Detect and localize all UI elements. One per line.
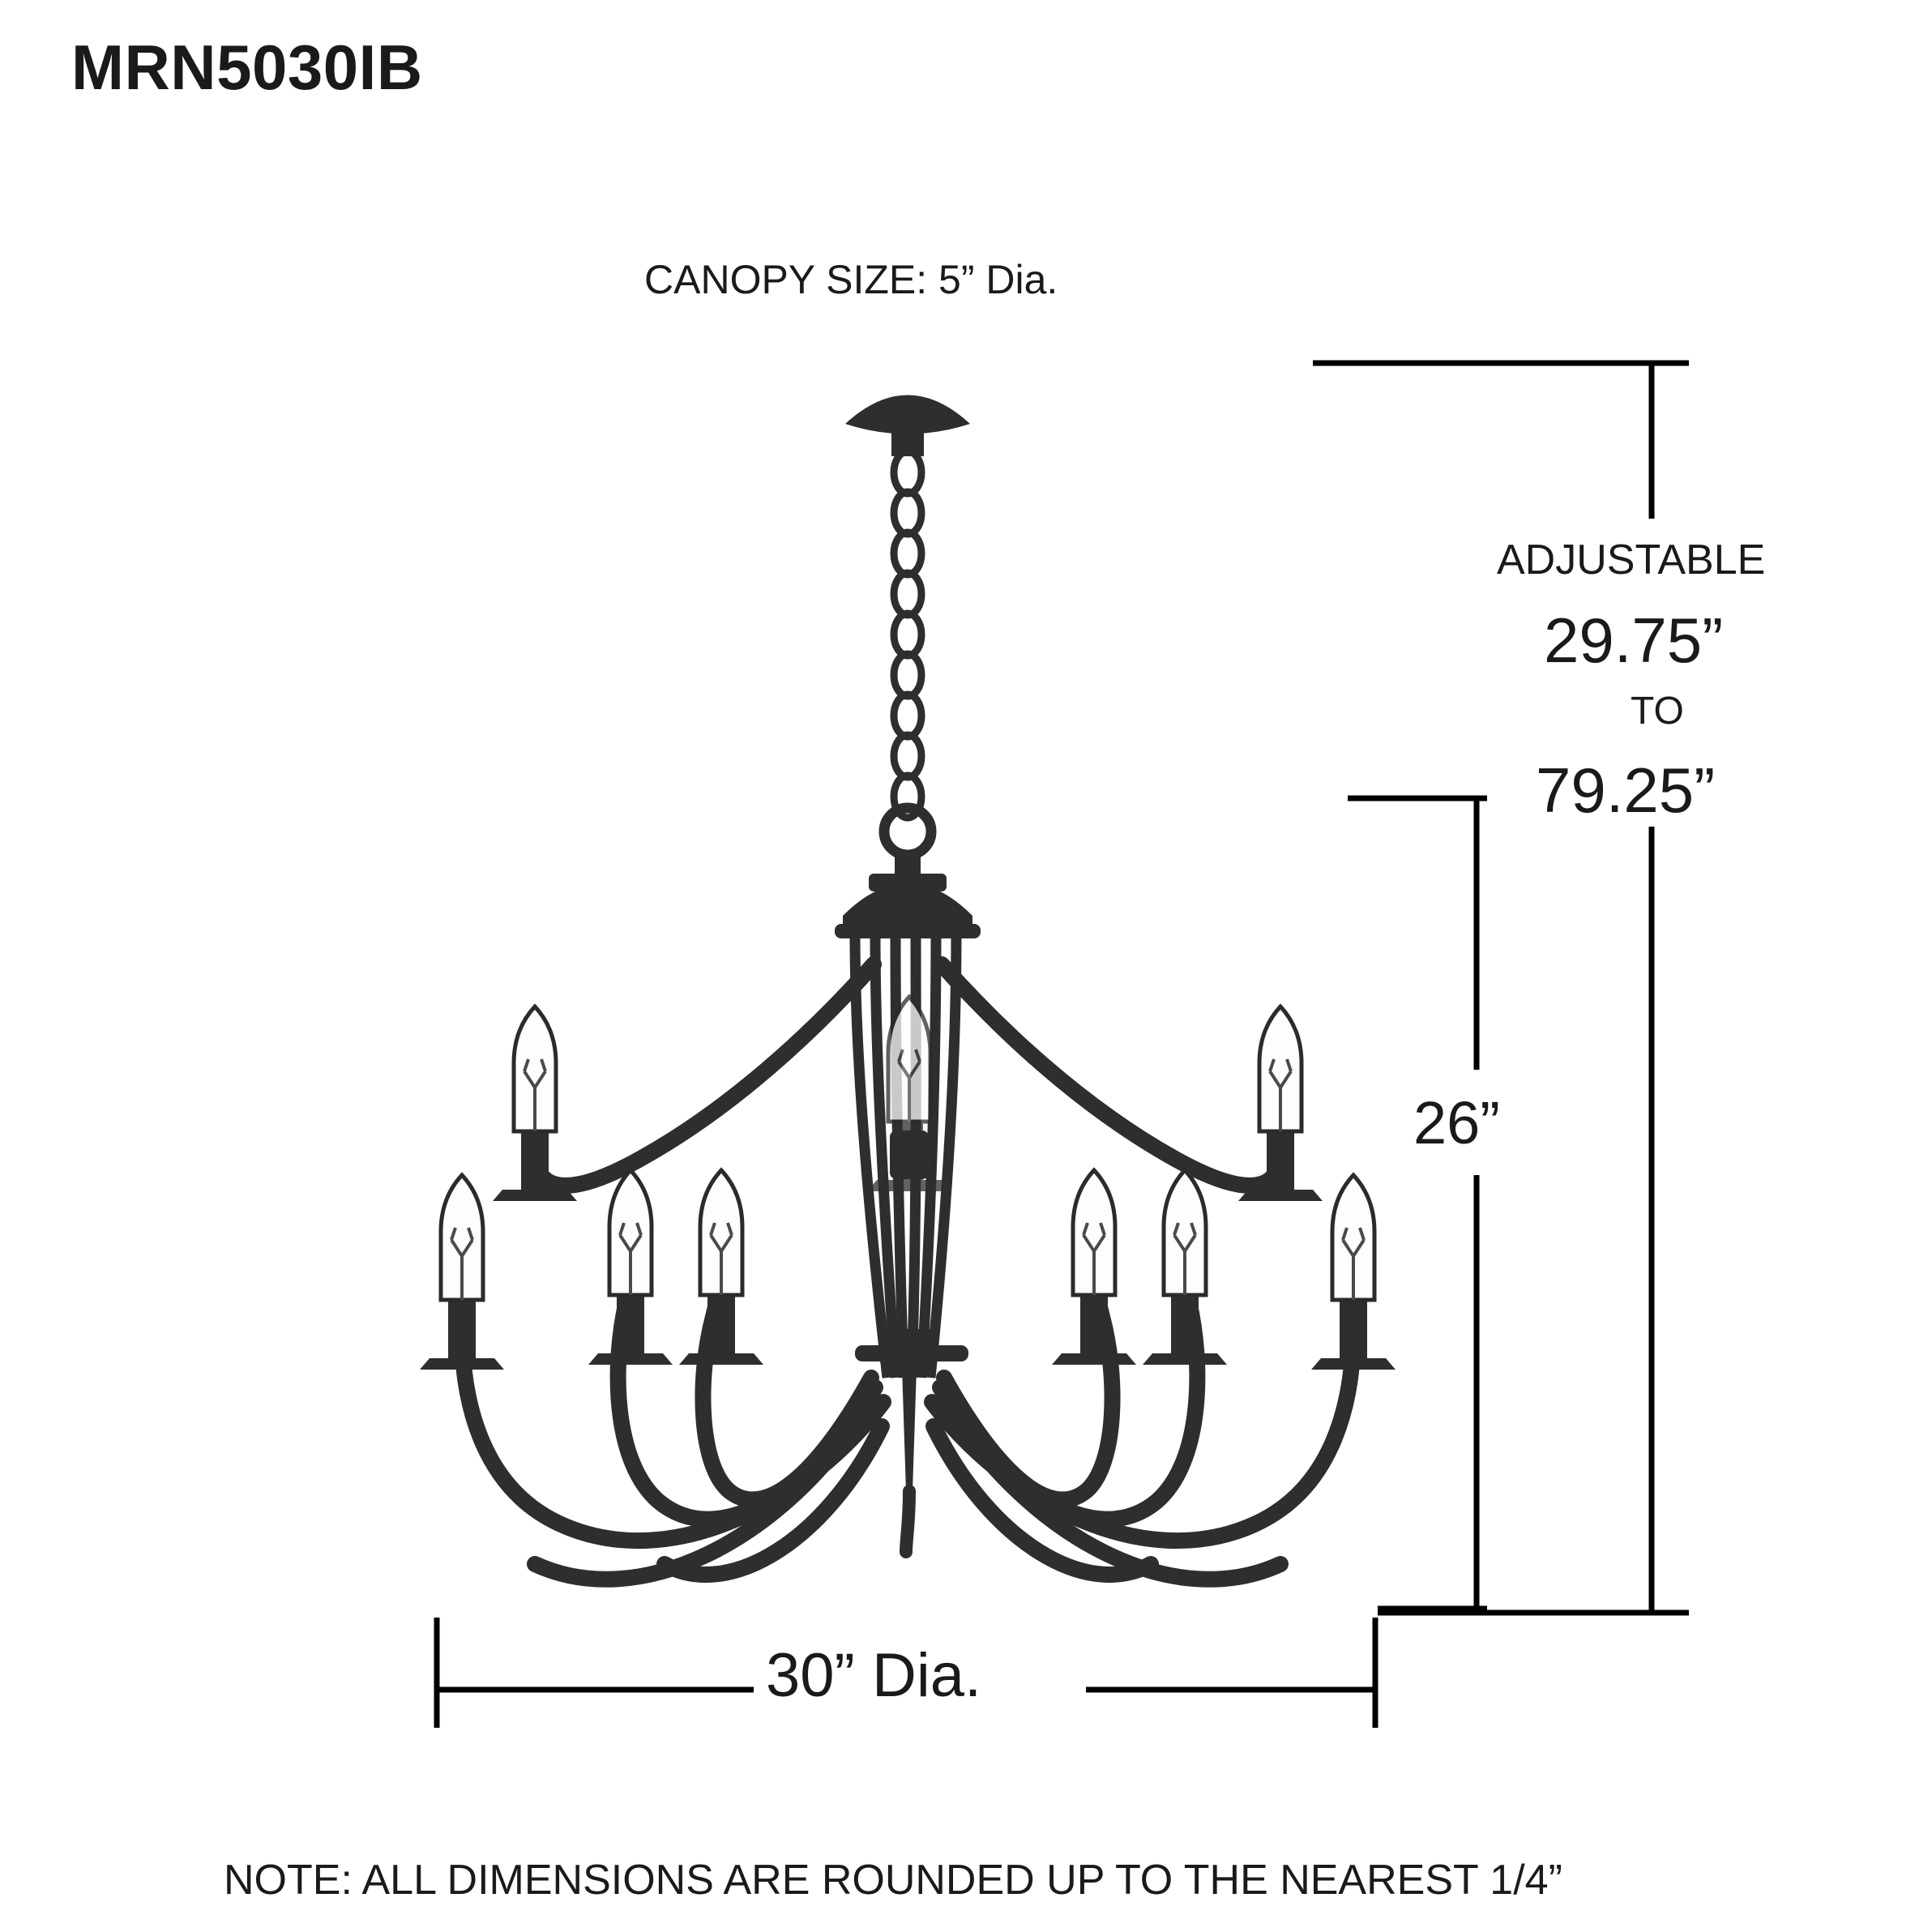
fixture-height-value: 26” <box>1413 1089 1500 1156</box>
chain <box>894 451 921 818</box>
dimension-note: NOTE: ALL DIMENSIONS ARE ROUNDED UP TO THE NEAREST 1/4” <box>224 1857 1562 1904</box>
diameter-dimension-line <box>437 1618 1375 1728</box>
adjustable-min-value: 29.75” <box>1544 605 1724 676</box>
adjustable-to-label: TO <box>1631 690 1684 733</box>
adjustable-dimension-line <box>1313 363 1689 1613</box>
adjustable-label: ADJUSTABLE <box>1497 536 1766 583</box>
page-title: MRN5030IB <box>71 32 423 103</box>
fixture-diameter-value: 30” Dia. <box>766 1641 982 1710</box>
adjustable-max-value: 79.25” <box>1536 754 1716 826</box>
chandelier-body <box>420 395 1396 1579</box>
canopy-size-label: CANOPY SIZE: 5” Dia. <box>644 257 1058 302</box>
